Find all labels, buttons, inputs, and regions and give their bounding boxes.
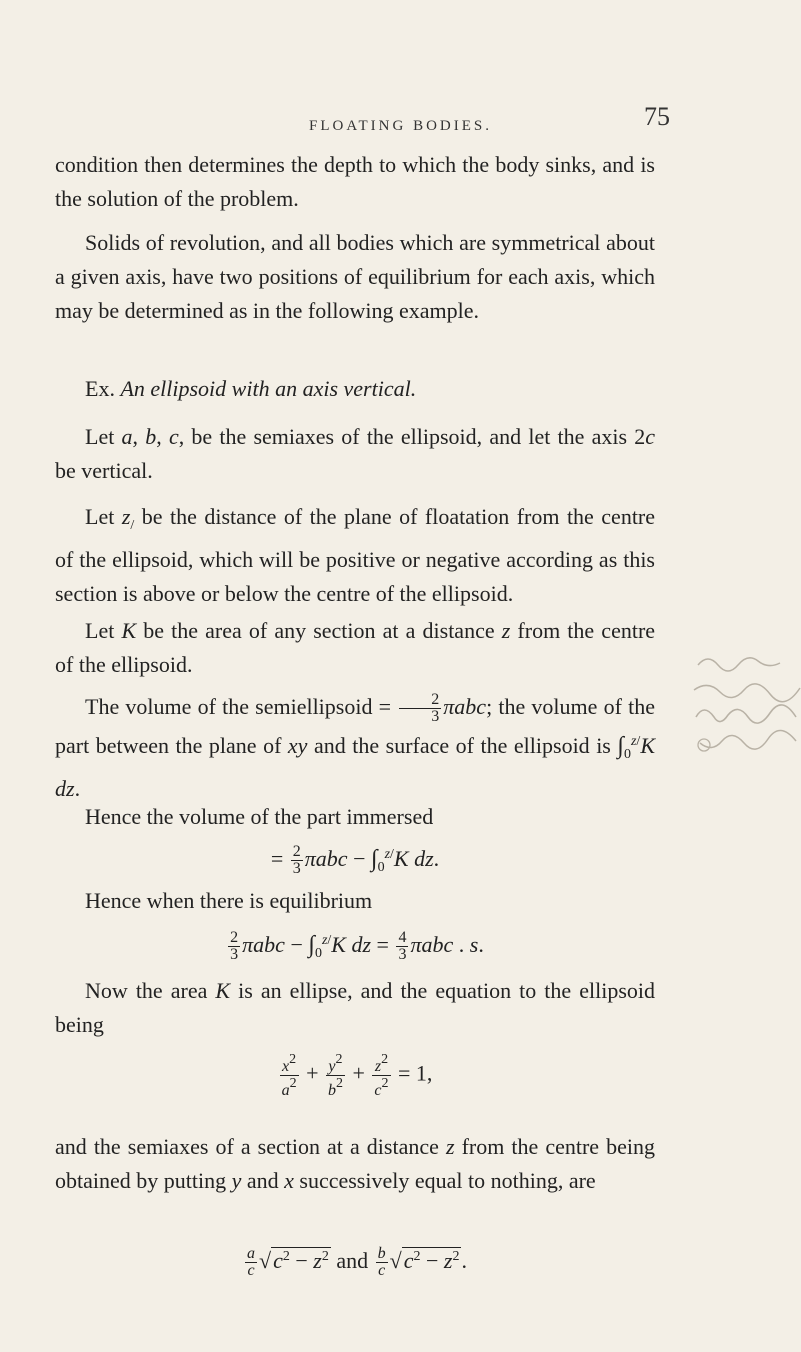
p3-a: Let [85, 424, 115, 449]
paragraph-1-text: condition then determines the depth to which the body sinks, and is the solution of the problem. [55, 152, 655, 211]
p6-b: ; the volume of the part between the plane of [55, 694, 655, 759]
page-number: 75 [644, 102, 670, 131]
p10-b: from the centre being obtained by putting [55, 1134, 655, 1193]
example-label: Ex. [85, 376, 115, 401]
equation-immersed: = $\frac{2}{3}$ $\pi abc - \int_0^{z/}K$ dz. [270, 843, 440, 878]
p9-b: is an ellipse, and the equation to the ellipsoid being [55, 978, 656, 1037]
paragraph-1 [55, 148, 655, 216]
margin-handwriting-icon [690, 645, 801, 795]
equation-semiaxes: $\frac{a}{c}$ $√c^2 - z^2$ and $\frac{b}{c}$ $√c^2 - z^2$. [247, 1245, 467, 1280]
paragraph-7 [55, 800, 655, 834]
p6-a: The volume of the semiellipsoid = [85, 694, 392, 719]
p3-c: be vertical. [55, 458, 153, 483]
p10-d: successively equal to nothing, are [299, 1168, 596, 1193]
paragraph-2-text: Solids of revolution, and all bodies which are symmetrical about a given axis, have two positions of equilibrium for each axis, which may be determined as in the following example. [55, 230, 655, 323]
p3-b: be the semiaxes of the ellipsoid, and let the axis [191, 424, 628, 449]
p8-text: Hence when there is equilibrium [85, 888, 373, 913]
p6-c: and the surface of the ellipsoid is [313, 733, 611, 759]
paragraph-10: and the semiaxes of a section at a distance z from the centre being obtained by putting y and x successively equal to nothing, are [55, 1134, 655, 1193]
p5-a: Let [85, 618, 115, 643]
paragraph-3: Let a, b, c, be the semiaxes of the ellipsoid, and let the axis 2c be vertical. [55, 424, 656, 483]
paragraph-9: Now the area K is an ellipse, and the equation to the ellipsoid being [55, 978, 656, 1037]
p10-c: and [246, 1168, 279, 1193]
equation-ellipsoid: $\frac{x2}{a2}$ + $\frac{y2}{b2}$ + $\frac{z2}{c2}$ = 1, [281, 1052, 433, 1099]
p10-a: and the semiaxes of a section at a distance [55, 1134, 439, 1159]
p9-a: Now the area [85, 978, 208, 1003]
equation-equilibrium: $\frac{2}{3}$ $\pi abc - \int_0^{z/}K$ dz = $\frac{4}{3}$ πabc . s. [230, 929, 484, 964]
example-title: An ellipsoid with an axis vertical. [120, 376, 417, 401]
running-head: FLOATING BODIES. [309, 118, 492, 134]
paragraph-6: The volume of the semiellipsoid = $\frac{2}{3}$ πabc; the volume of the part between the plane of xy and the surface of the ellipsoid is $\int_0^{z/}K$ dz. [55, 691, 655, 802]
paragraph-4: Let $z_/$ be the distance of the plane of floatation from the centre of the ellipsoid, which will be positive or negative according as this section is above or below the centre of the ellipsoid. [55, 504, 656, 606]
p5-c: from the centre of the ellipsoid. [55, 618, 656, 677]
paragraph-8 [55, 884, 655, 918]
p5-b: be the area of any section at a distance [143, 618, 495, 643]
and-word: and [336, 1248, 369, 1273]
example-heading [55, 372, 655, 406]
p7-text: Hence the volume of the part immersed [85, 804, 434, 829]
paragraph-2 [55, 226, 655, 328]
p4-a: Let [85, 504, 115, 529]
paragraph-5: Let K be the area of any section at a distance z from the centre of the ellipsoid. [55, 618, 656, 677]
p4-b: be the distance of the plane of floatation from the centre of the ellipsoid, which will be positive or negative according as this section is above or below the centre of the ellipsoid. [55, 504, 656, 606]
